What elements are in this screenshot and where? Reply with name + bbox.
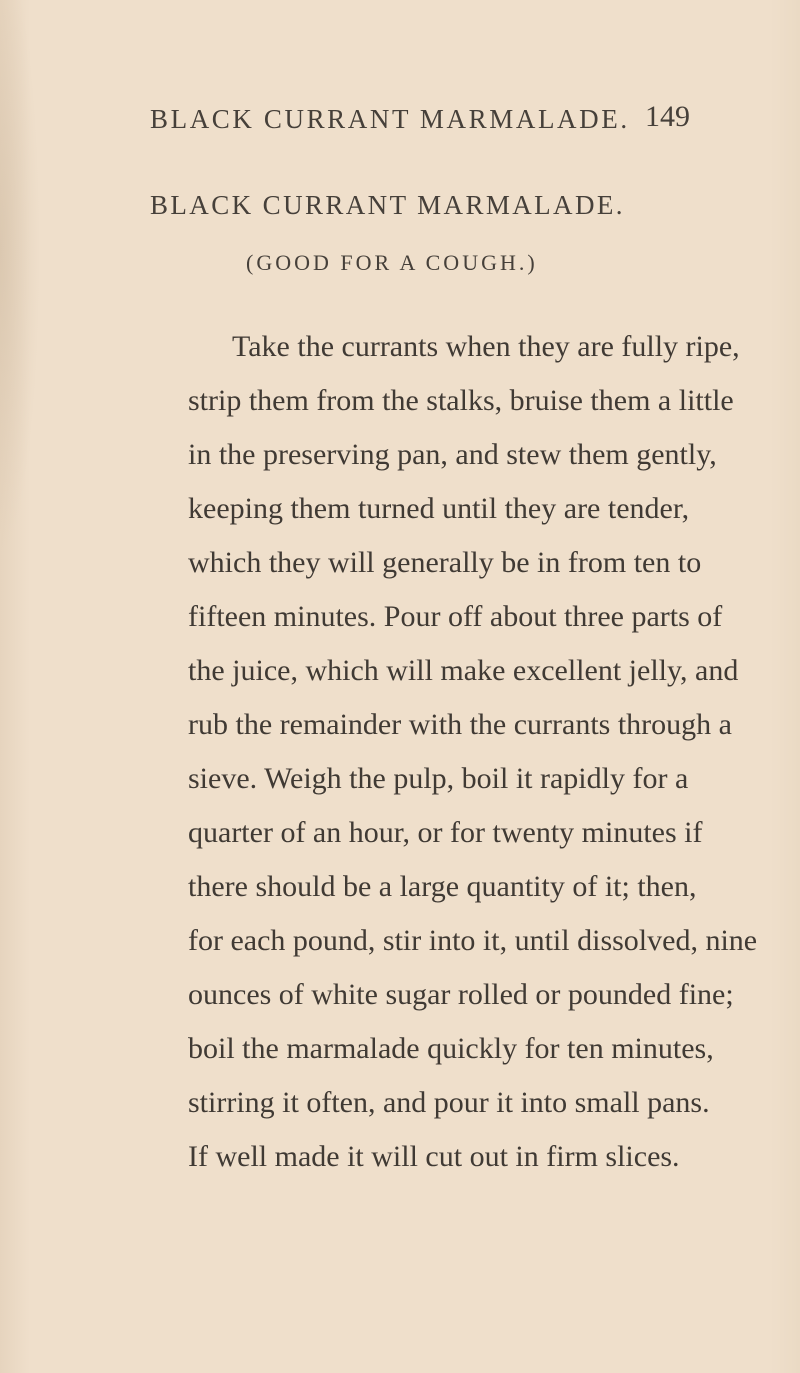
text-line: which they will generally be in from ten to: [188, 546, 702, 579]
text-line: quarter of an hour, or for twenty minutes if: [188, 816, 703, 849]
page-number: 149: [645, 100, 690, 133]
text-line: fifteen minutes. Pour off about three parts of: [188, 600, 723, 633]
text-line: for each pound, stir into it, until dissolved, nine: [188, 924, 758, 957]
text-line: strip them from the stalks, bruise them a little: [188, 384, 734, 417]
running-title: BLACK CURRANT MARMALADE.: [150, 104, 630, 134]
text-line: Take the currants when they are fully ripe,: [232, 330, 740, 363]
text-line: in the preserving pan, and stew them gently,: [188, 438, 717, 471]
recipe-title: BLACK CURRANT MARMALADE.: [150, 190, 625, 220]
text-line: If well made it will cut out in firm slices.: [188, 1140, 680, 1173]
text-line: the juice, which will make excellent jelly, and: [188, 654, 739, 687]
text-line: stirring it often, and pour it into small pans.: [188, 1086, 710, 1119]
text-line: boil the marmalade quickly for ten minutes,: [188, 1032, 714, 1065]
text-line: keeping them turned until they are tender,: [188, 492, 690, 525]
text-line: sieve. Weigh the pulp, boil it rapidly for a: [188, 762, 689, 795]
text-line: rub the remainder with the currants through a: [188, 708, 732, 741]
recipe-subtitle: (GOOD FOR A COUGH.): [246, 250, 538, 275]
text-line: there should be a large quantity of it; then,: [188, 870, 697, 903]
text-line: ounces of white sugar rolled or pounded fine;: [188, 978, 734, 1011]
running-header: [150, 100, 690, 144]
